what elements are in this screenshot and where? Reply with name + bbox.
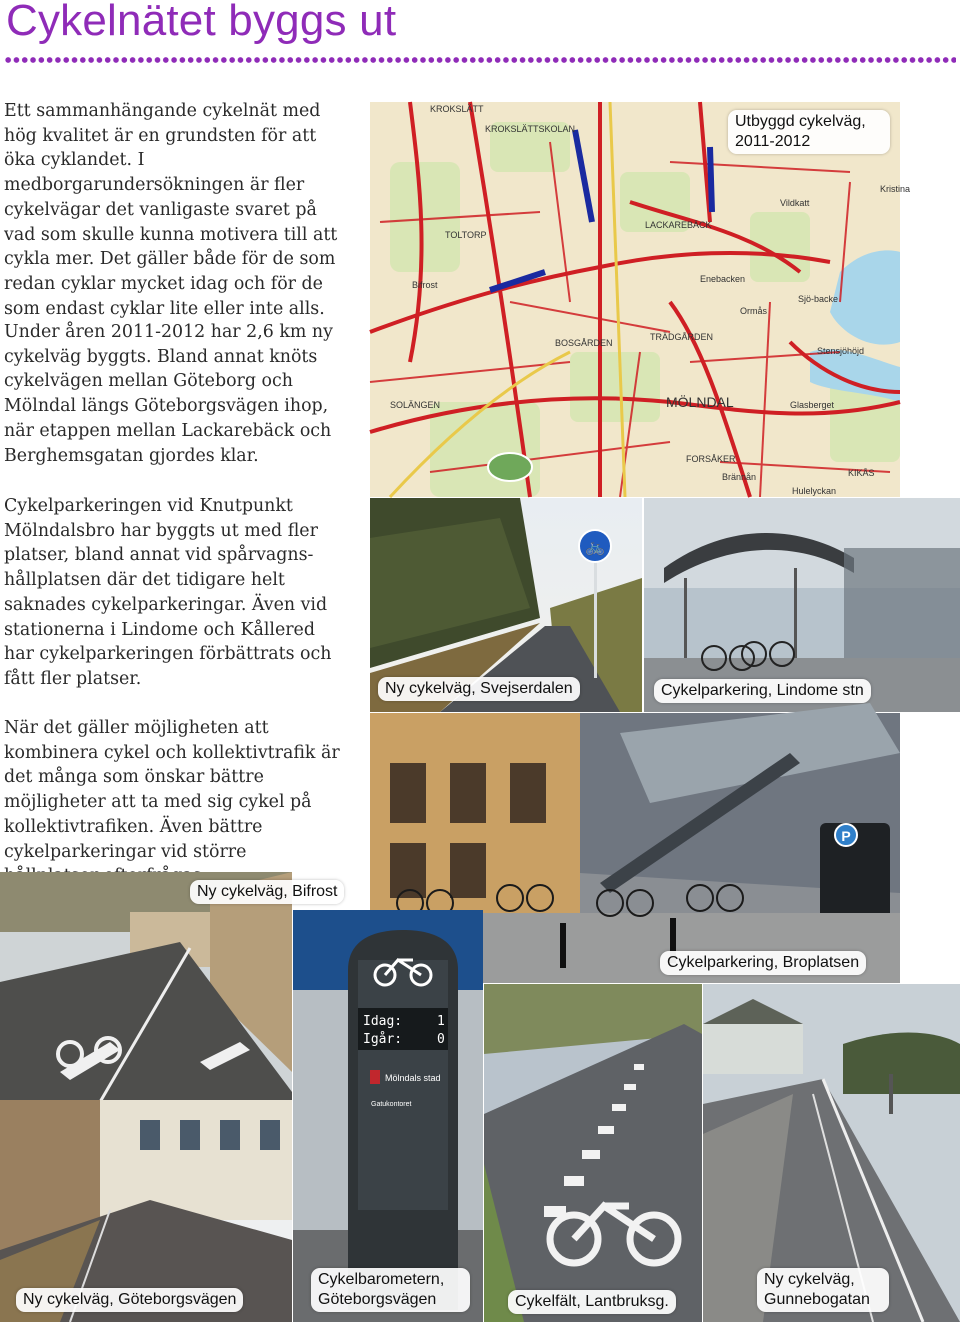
svg-text:MÖLNDAL: MÖLNDAL: [666, 394, 734, 410]
photo-gunnebogatan: [703, 984, 960, 1322]
map-label: KROKSLÄTT: [430, 104, 484, 114]
svg-text:BOSGÅRDEN: BOSGÅRDEN: [555, 338, 613, 348]
svg-text:FORSÅKER: FORSÅKER: [686, 454, 736, 464]
svg-text:TRÄDGÅRDEN: TRÄDGÅRDEN: [650, 332, 714, 342]
dotted-divider: [4, 56, 956, 64]
map-legend: Utbyggd cykelväg, 2011-2012: [728, 110, 890, 154]
svg-text:LACKAREBÄCK: LACKAREBÄCK: [645, 220, 712, 230]
svg-text:Glasberget: Glasberget: [790, 400, 835, 410]
caption-lindome: Cykelparkering, Lindome stn: [654, 679, 871, 703]
caption-barometer: Cykelbarometern, Göteborgsvägen: [311, 1268, 470, 1312]
svg-text:Bifrost: Bifrost: [412, 280, 438, 290]
paragraph-intro: Ett sammanhängande cykelnät med hög kvalitet är en grundsten för att öka cyklandet. I medborgarundersökningen är fler cykelvägar det vanligaste svaret på vad som skulle kunna motivera till att cykla mer. Det gäller både för de som redan cyklar mycket idag och för de som endast cyklar lite eller inte alls.: [4, 101, 338, 319]
svg-text:TOLTORP: TOLTORP: [445, 230, 487, 240]
photo-bifrost: [0, 872, 338, 1102]
barometer-yesterday-label: Igår:: [363, 1032, 403, 1047]
photo-barometer: [293, 910, 483, 1322]
photo-svejserdalen: [370, 498, 642, 712]
barometer-brand: Mölndals stad: [385, 1073, 441, 1083]
svg-text:KROKSLÄTTSKOLAN: KROKSLÄTTSKOLAN: [485, 124, 576, 134]
paragraph-built: Under åren 2011-2012 har 2,6 km ny cykelväg byggts. Bland annat knöts cykelvägen mellan Göteborg och Mölndal längs Göteborgsvägen ihop, när etappen mellan Lackarebäck och Berghemsgatan gjordes klar.: [4, 322, 333, 466]
caption-goteborgsvagen: Ny cykelväg, Göteborgsvägen: [16, 1288, 243, 1312]
photo-lindome: [644, 498, 960, 712]
bike-network-map: [370, 102, 911, 497]
barometer-yesterday-value: 0: [437, 1032, 445, 1047]
page-title: Cykelnätet byggs ut: [6, 0, 397, 45]
svg-text:Hulelyckan: Hulelyckan: [792, 486, 837, 496]
caption-lantbruks: Cykelfält, Lantbruksg.: [508, 1290, 676, 1314]
svg-text:Ormås: Ormås: [740, 306, 767, 316]
svg-text:Enebacken: Enebacken: [700, 274, 746, 284]
svg-text:Sjö-backe: Sjö-backe: [798, 294, 839, 304]
paragraph-parking: Cykelparkeringen vid Knutpunkt Mölndalsbro har byggts ut med fler platser, bland annat vid spårvagns-hållplatsen där det tidigare helt saknades cykelparkeringar. Även vid stationerna i Lindome och Kållered har cykelparkeringen förbättrats och fått fler platser.: [4, 496, 332, 689]
parking-sign-letter: P: [841, 828, 851, 844]
barometer-office: Gatukontoret: [371, 1101, 412, 1108]
paragraph-combine: När det gäller möjligheten att kombinera cykel och kollektivtrafik är det många som önskar bättre möjligheter att ta med sig cykel på kollektivtrafiken. Även bättre cykelparkeringar vid större: [4, 718, 340, 862]
caption-svejserdalen: Ny cykelväg, Svejserdalen: [378, 677, 580, 701]
photo-lantbruks: [484, 984, 702, 1322]
svg-text:Stensjöhöjd: Stensjöhöjd: [817, 346, 865, 356]
svg-text:KIKÅS: KIKÅS: [848, 468, 875, 478]
svg-text:Vildkatt: Vildkatt: [780, 198, 810, 208]
svg-text:Kristina: Kristina: [880, 184, 911, 194]
caption-gunnebogatan: Ny cykelväg, Gunnebogatan: [757, 1268, 889, 1312]
caption-bifrost: Ny cykelväg, Bifrost: [190, 880, 344, 904]
svg-text:SOLÄNGEN: SOLÄNGEN: [390, 400, 441, 410]
svg-text:Brännån: Brännån: [722, 472, 757, 482]
caption-broplatsen: Cykelparkering, Broplatsen: [660, 951, 866, 975]
barometer-today-label: Idag:: [363, 1014, 403, 1029]
svg-text:🚲: 🚲: [585, 537, 605, 556]
barometer-today-value: 1: [437, 1014, 445, 1029]
photo-goteborgsvagen: [0, 1100, 292, 1322]
